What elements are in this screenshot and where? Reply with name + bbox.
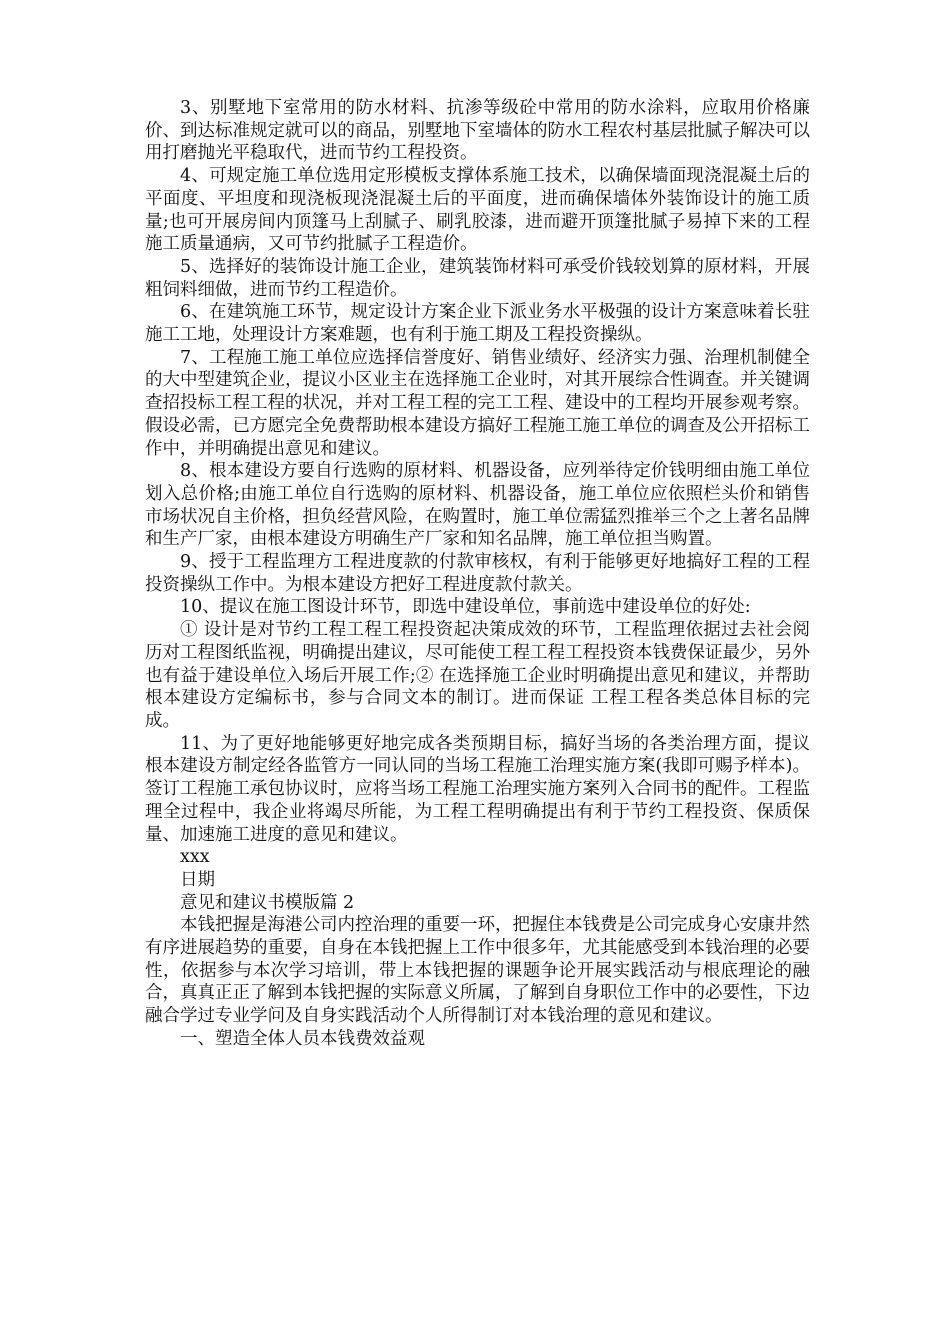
paragraph-item-6: 6、在建筑施工环节，规定设计方案企业下派业务水平极强的设计方案意味着长驻施工工地，处理设计方案难题，也有利于施工期及工程投资操纵。 (145, 302, 810, 346)
paragraph-item-9: 9、授于工程监理方工程进度款的付款审核权，有利于能够更好地搞好工程的工程投资操纵工作中。为根本建设方把好工程进度款付款关。 (145, 552, 810, 595)
section-intro-paragraph: 本钱把握是海港公司内控治理的重要一环，把握住本钱费是公司完成身心安康井然有序进展趋势的重要，自身在本钱把握上工作中很多年，尤其能感受到本钱治理的必要性，依据参与本次学习培训，带上本钱把握的课题争论开展实践活动与根底理论的融合，真真正正了解到本钱把握的实际意义所属，了解到自身职位工作中的必要性，下边融合学过专业学问及自身实践活动个人所得制订对本钱治理的意见和建议。 (145, 915, 810, 1027)
paragraph-item-5: 5、选择好的装饰设计施工企业，建筑装饰材料可承受价钱较划算的原材料，开展粗饲料细做，进而节约工程造价。 (145, 256, 810, 300)
paragraph-item-10: 10、提议在施工图设计环节，即选中建设单位，事前选中建设单位的好处: (180, 597, 751, 618)
paragraph-item-8: 8、根本建设方要自行选购的原材料、机器设备，应列举待定价钱明细由施工单位划入总价格;由施工单位自行选购的原材料、机器设备，施工单位应依照栏头价和销售市场状况自主价格，担负经营风险，在购置时，施工单位需猛烈推举三个之上著名品牌和生产厂家，由根本建设方明确生产厂家和知名品牌，施工单位担当购置。 (145, 461, 810, 550)
section-heading-one: 一、塑造全体人员本钱费效益观 (180, 1028, 425, 1049)
section-title: 意见和建议书模版篇 2 (180, 892, 355, 913)
paragraph-item-10-detail: ① 设计是对节约工程工程工程投资起决策成效的环节，工程监理依据过去社会阅历对工程图纸监视，明确提出建议，尽可能使工程工程工程投资本钱费保证最少，另外也有益于建设单位入场后开展工作;② 在选择施工企业时明确提出意见和建议，并帮助根本建设方定编标书，参与合同文本的制订。进而保证 工程工程各类总体目标的完成。 (145, 620, 810, 731)
date-label: 日期 (180, 869, 215, 890)
paragraph-item-4: 4、可规定施工单位选用定形模板支撑体系施工技术，以确保墙面现浇混凝土后的平面度、平坦度和现浇板现浇混凝土后的平面度，进而确保墙体外装饰设计的施工质量;也可开展房间内顶篷马上刮腻子、刷乳胶漆，进而避开顶篷批腻子易掉下来的工程施工质量通病，又可节约批腻子工程造价。 (145, 166, 810, 255)
signature-name: xxx (180, 847, 210, 868)
paragraph-item-11: 11、为了更好地能够更好地完成各类预期目标，搞好当场的各类治理方面，提议根本建设方制定经各监管方一同认同的当场工程施工治理实施方案(我即可赐予样本)。签订工程施工承包协议时，应将当场工程施工治理实施方案列入合同书的配件。工程监理全过程中，我企业将竭尽所能，为工程工程明确提出有利于节约工程投资、保质保量、加速施工进度的意见和建议。 (145, 733, 810, 845)
paragraph-item-7: 7、工程施工施工单位应选择信誉度好、销售业绩好、经济实力强、治理机制健全的大中型建筑企业，提议小区业主在选择施工企业时，对其开展综合性调查。并关键调查招投标工程工程的状况，并对工程工程的完工工程、建设中的工程均开展参观考察。假设必需，已方愿完全免费帮助根本建设方搞好工程施工施工单位的调查及公开招标工作中，并明确提出意见和建议。 (145, 347, 810, 459)
document-page (145, 97, 810, 1051)
paragraph-item-3: 3、别墅地下室常用的防水材料、抗渗等级砼中常用的防水涂料，应取用价格廉价、到达标准规定就可以的商品，别墅地下室墙体的防水工程农村基层批腻子解决可以用打磨抛光平稳取代，进而节约工程投资。 (145, 98, 810, 164)
